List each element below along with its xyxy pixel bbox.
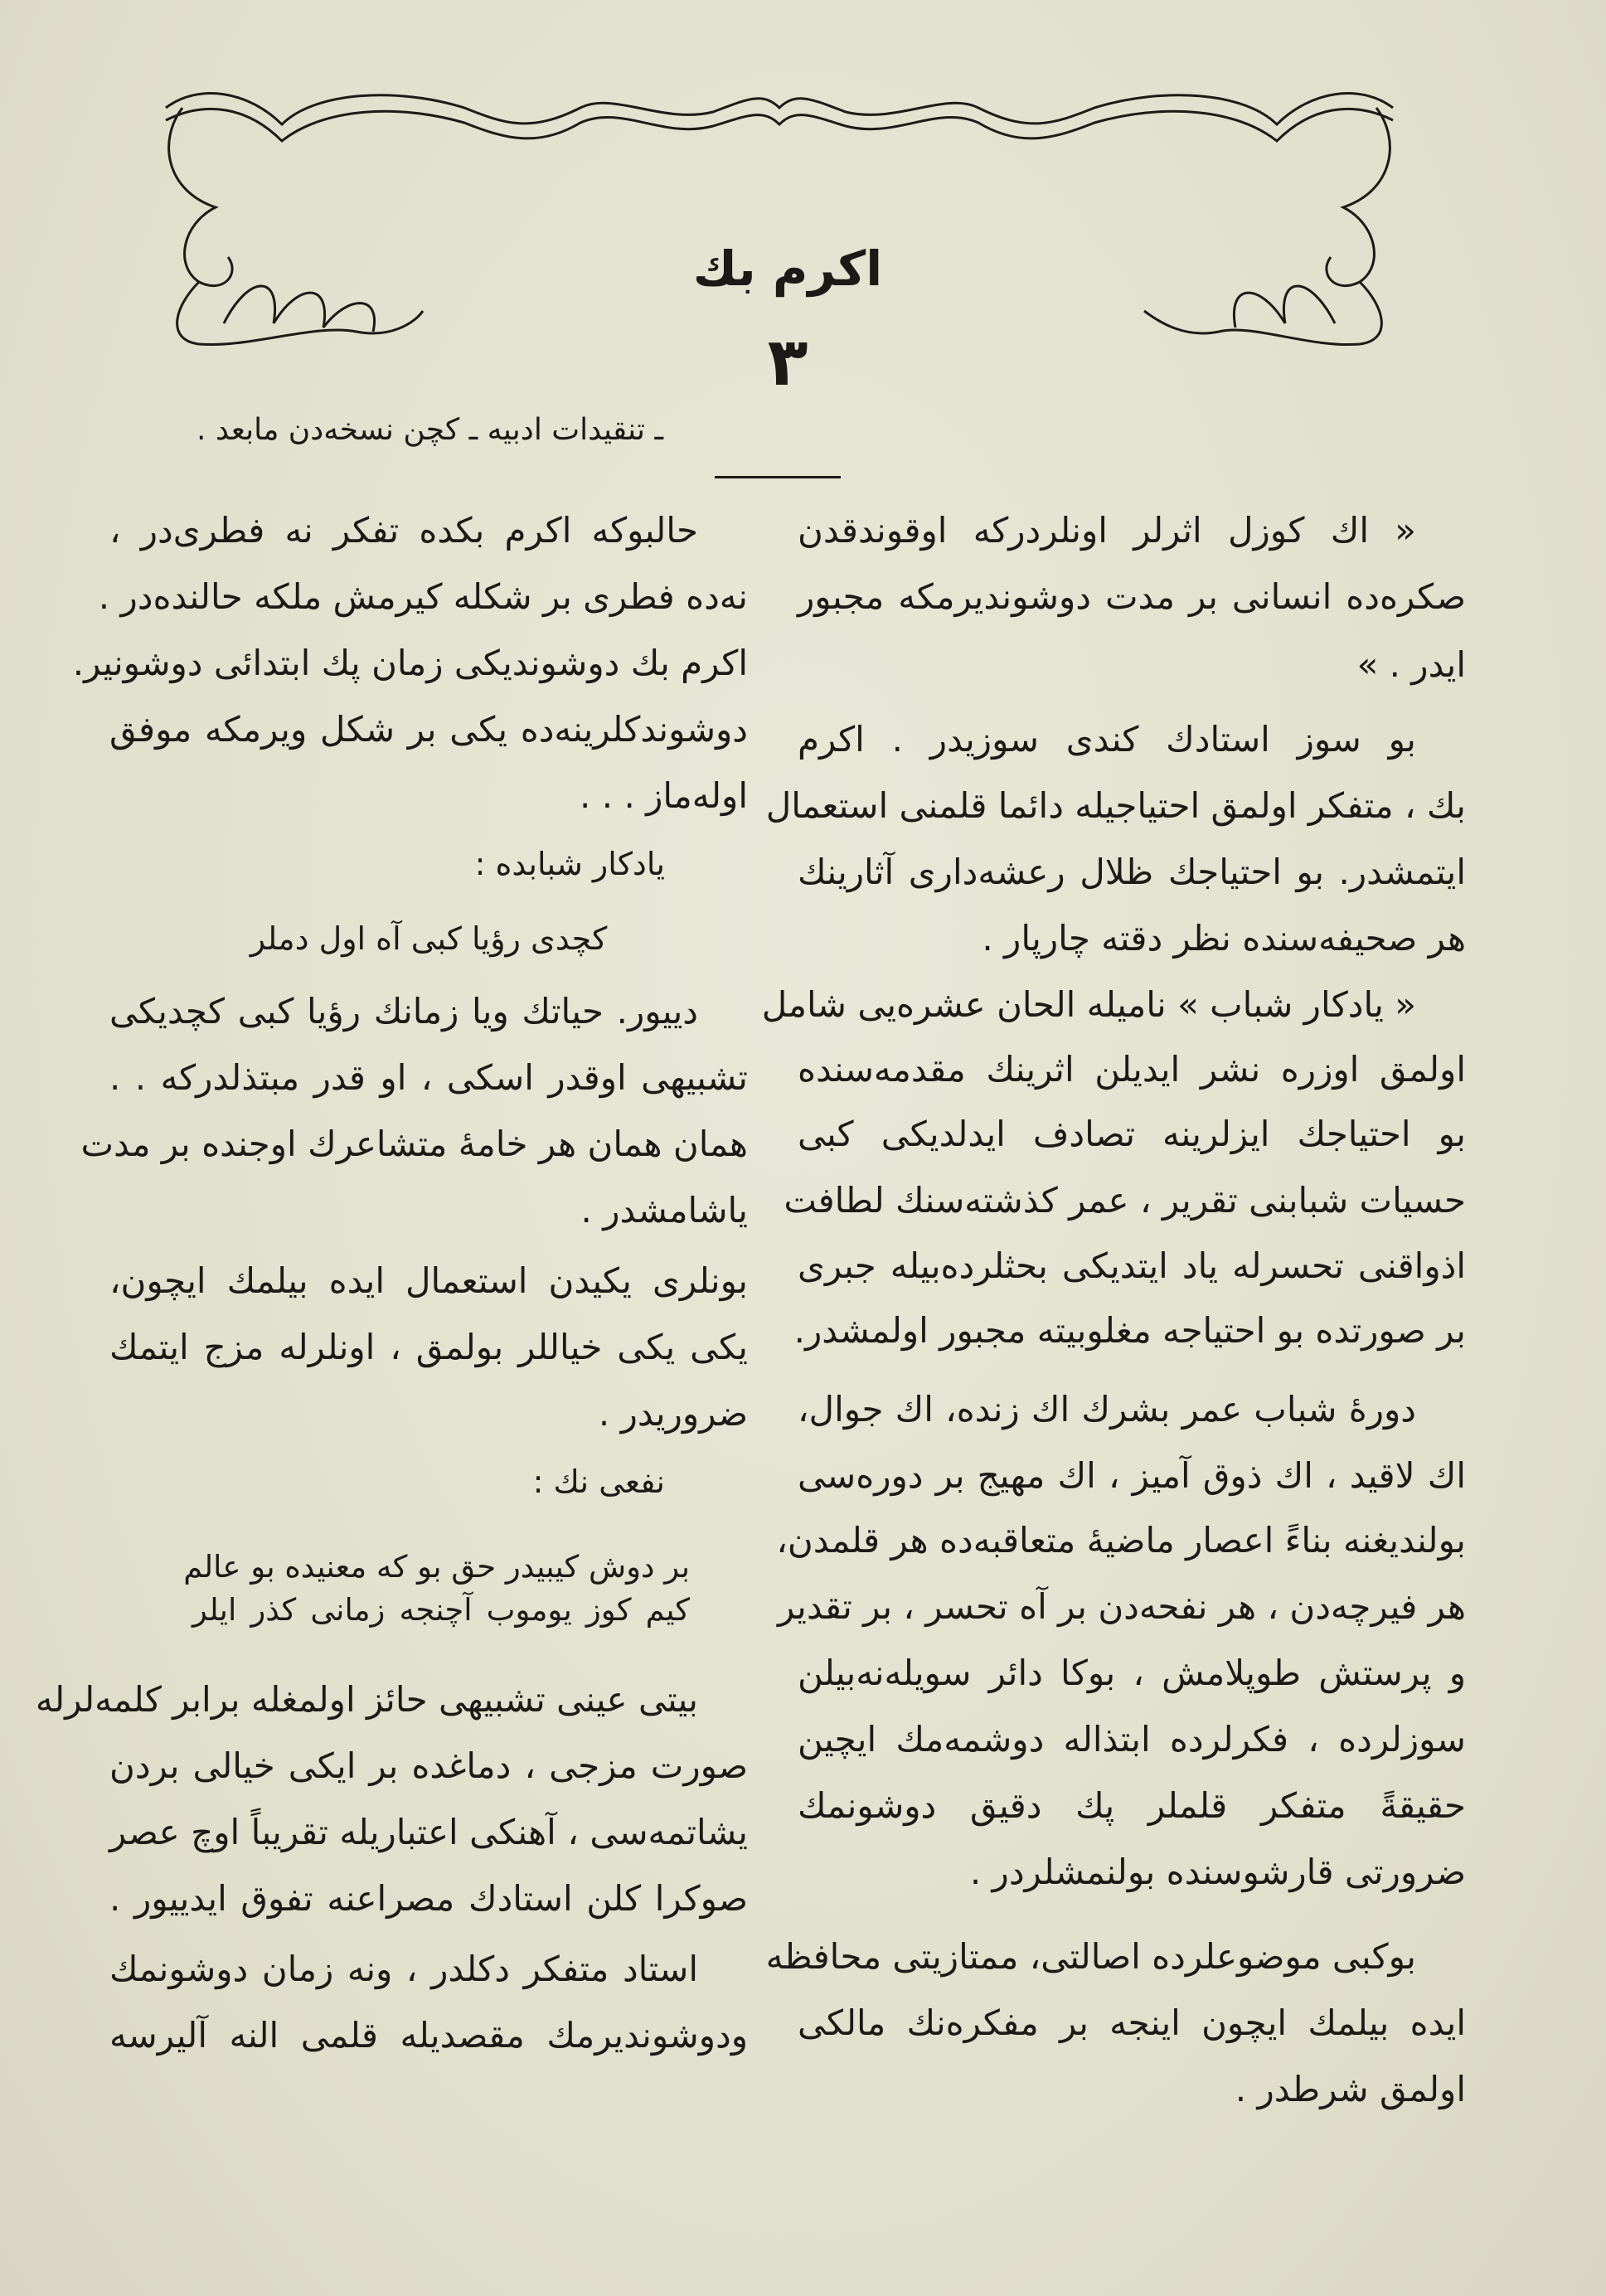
text-line: سوزلرده ، فكرلرده ابتذاله دوشمه‌مك ایچین — [798, 1719, 1466, 1760]
text-line: صوكرا كلن استادك مصراعنه تفوق ایدییور . — [109, 1878, 748, 1919]
article-number: ٣ — [767, 323, 808, 400]
text-line: اكرم بك دوشوندیكی زمان پك ابتدائی دوشونیر. — [72, 643, 748, 683]
text-line: همان همان هر خامهٔ متشاعرك اوجنده بر مدت — [80, 1124, 748, 1164]
text-line: بو احتیاجك ایزلرینه تصادف ایدلدیكی كبی — [798, 1114, 1466, 1154]
decorative-header-ornament — [149, 75, 1409, 348]
text-line: دوشوندكلرینه‌ده یكی بر شكل ویرمكه موفق — [109, 709, 748, 750]
text-line: بونلری یكیدن استعمال ایده بیلمك ایچون، — [109, 1260, 748, 1301]
text-line: حالبوكه اكرم بكده تفكر نه فطری‌در ، — [109, 510, 698, 551]
text-line: صكره‌ده انسانی بر مدت دوشوندیرمكه مجبور — [798, 576, 1466, 617]
text-line: اولمق اوزره نشر ایدیلن اثرینك مقدمه‌سنده — [798, 1049, 1466, 1090]
text-line: حسیات شبابنی تقریر ، عمر كذشته‌سنك لطافت — [784, 1180, 1466, 1221]
text-line: ضرورتی قارشوسنده بولنمشلردر . — [969, 1852, 1466, 1892]
text-line: یاشامشدر . — [580, 1190, 748, 1231]
text-line: دورهٔ شباب عمر بشرك اك زنده، اك جوال، — [798, 1389, 1416, 1430]
verse-line: كچدی رؤیا كبی آه اول دملر — [250, 920, 608, 957]
text-line: و پرستش طوپلامش ، بوكا دائر سویله‌نه‌بیلن — [798, 1653, 1466, 1693]
text-line: دییور. حیاتك ویا زمانك رؤیا كبی كچدیكی — [109, 991, 698, 1032]
article-title: اکرم بك — [692, 240, 883, 297]
verse-line: بر دوش كیبیدر حق بو كه معنیده بو عالم — [183, 1549, 690, 1585]
text-line: استاد متفكر دكلدر ، ونه زمان دوشونمك — [109, 1949, 698, 1989]
text-line: ودوشوندیرمك مقصدیله قلمی النه آلیرسه — [109, 2015, 748, 2056]
text-line: ایتمشدر. بو احتیاجك ظلال رعشه‌داری آثارینك — [798, 852, 1466, 892]
text-line: « اك كوزل اثرلر اونلردركه اوقوندقدن — [798, 510, 1416, 551]
text-line: حقیقةً متفكر قلملر پك دقیق دوشونمك — [798, 1785, 1466, 1826]
text-line: اذواقنی تحسرله یاد ایتدیكی بحثلرده‌بیله جبری — [798, 1245, 1466, 1286]
text-line: بوكبی موضوعلرده اصالتی، ممتازیتی محافظه — [765, 1936, 1416, 1977]
text-line: اك لاقید ، اك ذوق آمیز ، اك مهیج بر دوره‌سی — [798, 1455, 1466, 1496]
text-line: « یادكار شباب » نامیله الحان عشره‌یی شامل — [761, 984, 1416, 1025]
text-line: تشبیهی اوقدر اسكی ، او قدر مبتذلدركه . . — [109, 1057, 748, 1098]
text-line: نه‌ده فطری بر شكله كیرمش ملكه حالنده‌در . — [98, 576, 748, 617]
quote-source-label: یادكار شبابده : — [474, 846, 665, 882]
text-line: هر صحیفه‌سنده نظر دقته چارپار . — [982, 918, 1466, 959]
title-divider — [715, 476, 841, 478]
verse-line: كیم كوز یوموب آچنجه زمانی كذر ایلر — [192, 1592, 690, 1628]
text-line: ایده بیلمك ایچون اینجه بر مفكره‌نك مالكی — [798, 2002, 1466, 2043]
text-line: بیتی عینی تشبیهی حائز اولمغله برابر كلمه‌لرله — [35, 1679, 698, 1720]
quote-source-label: نفعی نك : — [532, 1464, 665, 1500]
text-line: بو سوز استادك كندی سوزیدر . اكرم — [798, 719, 1416, 760]
text-line: ضروریدر . — [598, 1393, 748, 1434]
text-line: بر صورتده بو احتیاجه مغلوبیته مجبور اولمشدر. — [793, 1310, 1466, 1351]
text-line: بك ، متفكر اولمق احتیاجیله دائما قلمنی استعمال — [765, 785, 1466, 826]
text-line: صورت مزجی ، دماغده بر ایكی خیالی بردن — [109, 1745, 748, 1786]
text-line: اوله‌ماز . . . — [580, 775, 748, 816]
text-line: هر فیرچه‌دن ، هر نفحه‌دن بر آه تحسر ، بر تقدیر — [777, 1586, 1466, 1627]
text-line: بولندیغنه بناءً اعصار ماضیهٔ متعاقبه‌ده هر قلمدن، — [776, 1520, 1466, 1561]
text-line: یشاتمه‌سی ، آهنكی اعتباریله تقریباً اوچ عصر — [109, 1812, 748, 1852]
text-line: ایدر . » — [1356, 644, 1466, 685]
article-subtitle: ـ تنقیدات ادبیه ـ کچن نسخه‌دن مابعد . — [196, 413, 663, 447]
text-line: یكی یكی خیاللر بولمق ، اونلرله مزج ایتمك — [109, 1327, 748, 1367]
text-line: اولمق شرطدر . — [1235, 2069, 1466, 2109]
